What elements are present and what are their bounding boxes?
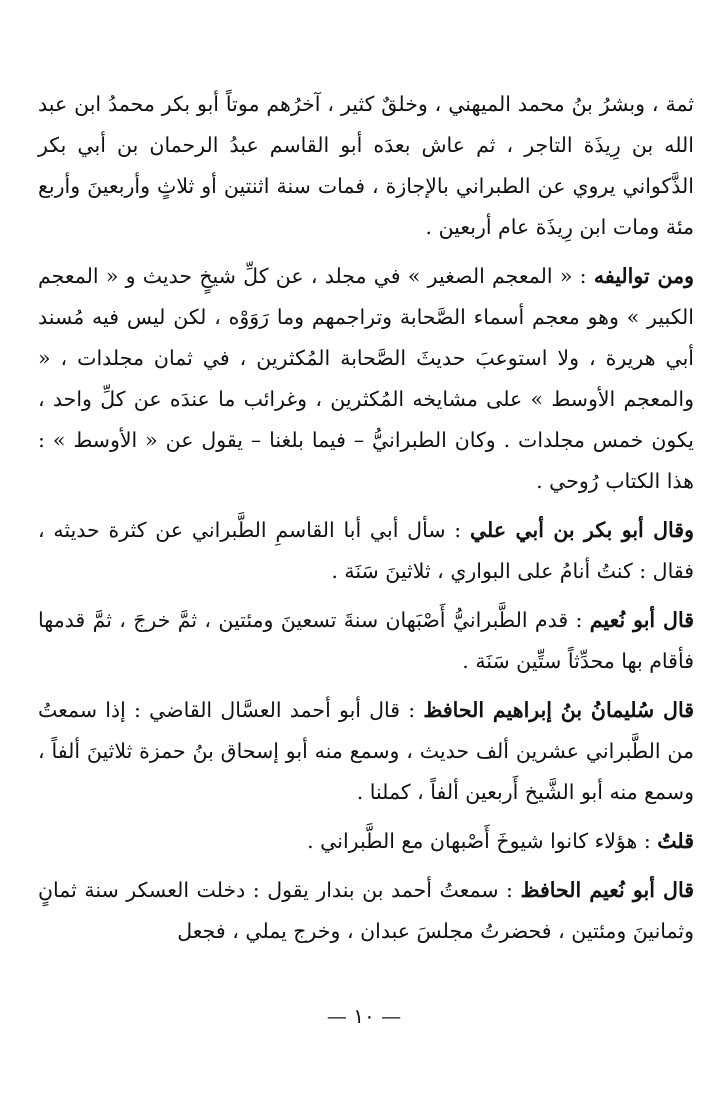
paragraph-text: : سأل أبي أبا القاسمِ الطَّبراني عن كثرة حديثه ، فقال : كنتُ أنامُ على البواري ، ثلاثينَ سَنَة . <box>38 518 694 583</box>
paragraph-text: : « المعجم الصغير » في مجلد ، عن كلِّ شيخٍ حديث و « المعجم الكبير » وهو معجم أسماء الصَّحابة وتراجمهم وما رَوَوْه ، لكن ليس فيه مُسند أبي هريرة ، ولا استوعبَ حديثَ الصَّحابة المُكثرين ، في ثمان مجلدات ، « والمعجم الأوسط » على مشايخه المُكثرين ، وغرائب ما عندَه عن كلِّ واحد ، يكون خمس مجلدات . وكان الطبرانيُّ – فيما بلغنا – يقول عن « الأوسط » : هذا الكتاب رُوحي . <box>38 264 694 493</box>
paragraph-5 <box>38 690 694 813</box>
paragraph-text: : سمعتُ أحمد بن بندار يقول : دخلت العسكر سنة ثمانٍ وثمانينَ ومئتين ، فحضرتُ مجلسَ عبدان ، وخرج يملي ، فجعل <box>38 878 694 943</box>
paragraph-lead: قال أبو نُعيم <box>589 608 694 632</box>
paragraph-6 <box>38 821 694 862</box>
page-number: — ١٠ — <box>326 1004 402 1028</box>
paragraph-lead: قلتُ <box>657 829 694 853</box>
paragraph-lead: ومن تواليفه <box>593 264 694 288</box>
paragraph-lead: قال أبو نُعيم الحافظ <box>520 878 694 902</box>
paragraph-2 <box>38 256 694 502</box>
paragraph-text: ثمة ، وبشرُ بنُ محمد الميهني ، وخلقٌ كثير ، آخرُهم موتاً أبو بكر محمدُ ابن عبد الله بن رِيذَة التاجر ، ثم عاش بعدَه أبو القاسم عبدُ الرحمان بن أبي بكر الذَّكواني يروي عن الطبراني بالإجازة ، فمات سنة اثنتين أو ثلاثٍ وأربعينَ وأربع مئة ومات ابن رِيذَة عام أربعين . <box>38 92 694 239</box>
paragraph-lead: وقال أبو بكر بن أبي علي <box>469 518 694 542</box>
paragraph-7 <box>38 870 694 952</box>
paragraph-3 <box>38 510 694 592</box>
paragraph-text: : قال أبو أحمد العسَّال القاضي : إذا سمعتُ من الطَّبراني عشرين ألف حديث ، وسمع منه أبو إسحاق بنُ حمزة ثلاثينَ ألفاً ، وسمع منه أبو الشَّيخ أَربعين ألفاً ، كملنا . <box>38 698 694 804</box>
paragraph-4 <box>38 600 694 682</box>
paragraph-text: : قدم الطَّبرانيُّ أَصْبَهان سنةَ تسعينَ ومئتين ، ثمَّ خرجَ ، ثمَّ قدمها فأقام بها محدِّثاً ستِّين سَنَة . <box>38 608 694 673</box>
paragraph-text: : هؤلاء كانوا شيوخَ أَصْبهان مع الطَّبراني . <box>307 829 658 853</box>
paragraph-1 <box>38 84 694 248</box>
paragraph-lead: قال سُليمانُ بنُ إبراهيم الحافظ <box>423 698 694 722</box>
